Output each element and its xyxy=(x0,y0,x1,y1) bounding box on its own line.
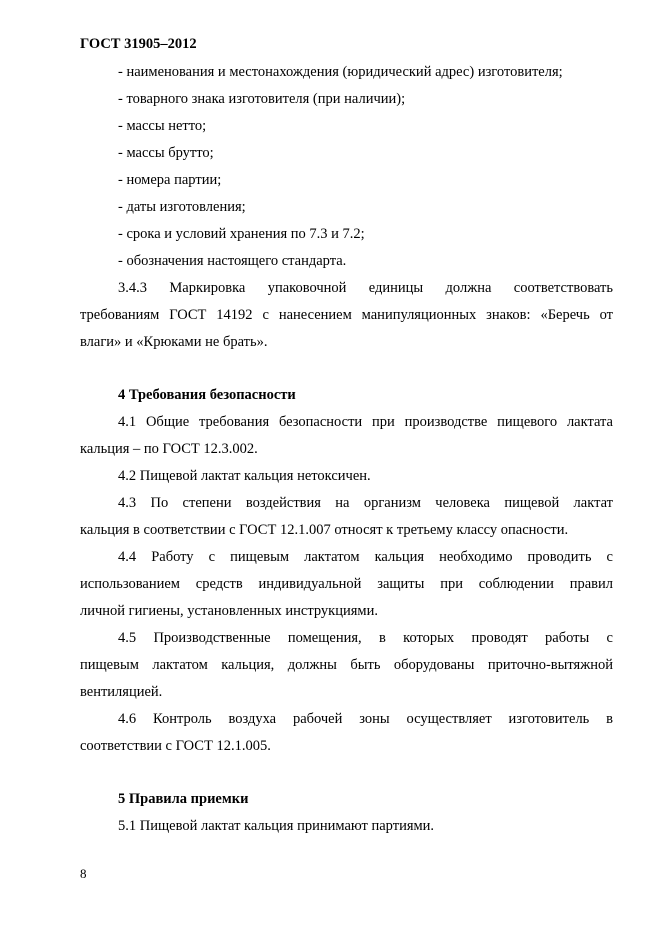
paragraph-5-1-line: 5.1 Пищевой лактат кальция принимают партиями. xyxy=(118,818,435,834)
list-item: - срока и условий хранения по 7.3 и 7.2; xyxy=(118,226,365,242)
paragraph-4-4-line: 4.4 Работу с пищевым лактатом кальция необходимо проводить с xyxy=(118,549,613,565)
paragraph-3-4-3-line: 3.4.3 Маркировка упаковочной единицы должна соответствовать xyxy=(118,280,613,296)
list-item: - товарного знака изготовителя (при наличии); xyxy=(118,91,406,107)
paragraph-4-3-line: 4.3 По степени воздействия на организм человека пищевой лактат xyxy=(118,495,613,511)
section-4-heading: 4 Требования безопасности xyxy=(118,387,296,403)
paragraph-4-5-line: 4.5 Производственные помещения, в которых проводят работы с xyxy=(118,630,613,646)
paragraph-4-1-line: 4.1 Общие требования безопасности при производстве пищевого лактата xyxy=(118,414,613,430)
paragraph-4-1-line: кальция – по ГОСТ 12.3.002. xyxy=(80,441,258,457)
list-item: - номера партии; xyxy=(118,172,222,188)
paragraph-4-5-line: вентиляцией. xyxy=(80,684,163,700)
paragraph-4-3-line: кальция в соответствии с ГОСТ 12.1.007 относят к третьему классу опасности. xyxy=(80,522,569,538)
list-item: - обозначения настоящего стандарта. xyxy=(118,253,347,269)
paragraph-4-5-line: пищевым лактатом кальция, должны быть оборудованы приточно-вытяжной xyxy=(80,657,613,673)
paragraph-3-4-3-line: требованиям ГОСТ 14192 с нанесением манипуляционных знаков: «Беречь от xyxy=(80,307,613,323)
list-item: - наименования и местонахождения (юридический адрес) изготовителя; xyxy=(118,64,563,80)
document-header: ГОСТ 31905–2012 xyxy=(80,36,197,52)
page-number: 8 xyxy=(80,866,87,881)
list-item: - массы нетто; xyxy=(118,118,207,134)
paragraph-4-2-line: 4.2 Пищевой лактат кальция нетоксичен. xyxy=(118,468,371,484)
paragraph-4-6-line: 4.6 Контроль воздуха рабочей зоны осуществляет изготовитель в xyxy=(118,711,613,727)
list-item: - массы брутто; xyxy=(118,145,214,161)
list-item: - даты изготовления; xyxy=(118,199,246,215)
paragraph-3-4-3-line: влаги» и «Крюками не брать». xyxy=(80,334,268,350)
paragraph-4-6-line: соответствии с ГОСТ 12.1.005. xyxy=(80,738,271,754)
section-5-heading: 5 Правила приемки xyxy=(118,791,249,807)
paragraph-4-4-line: использованием средств индивидуальной защиты при соблюдении правил xyxy=(80,576,613,592)
paragraph-4-4-line: личной гигиены, установленных инструкциями. xyxy=(80,603,378,619)
